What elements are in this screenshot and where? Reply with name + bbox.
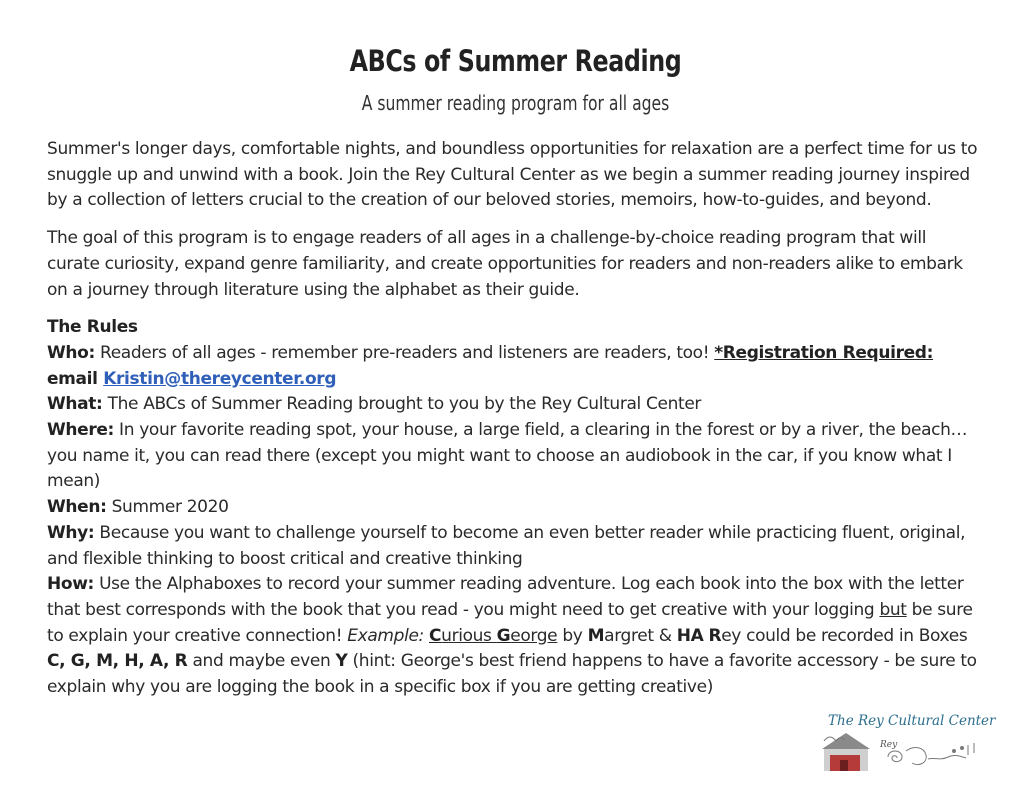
- how-by: by: [557, 625, 588, 646]
- rule-what: [47, 392, 982, 418]
- rules-heading: The Rules: [47, 317, 138, 338]
- how-label: How:: [47, 574, 95, 595]
- title-eorge: eorge: [510, 625, 558, 646]
- how-text-2: be sure to explain your creative connection!: [47, 599, 973, 646]
- logo-illustration: [818, 713, 986, 779]
- how-text-5: (hint: George's best friend happens to have a favorite accessory - be sure to explain why you are logging the book in a specific box if you are getting creative): [47, 651, 977, 698]
- author-argret: argret &: [604, 625, 677, 646]
- when-label: When:: [47, 497, 107, 518]
- rules-section: [47, 315, 982, 701]
- letter-m: M: [587, 625, 605, 646]
- why-text: Because you want to challenge yourself to become an even better reader while practicing fluent, original, and flexible thinking to boost critical and creative thinking: [47, 522, 966, 569]
- logo-sub: Rey: [880, 740, 898, 750]
- title-urious: urious: [441, 625, 497, 646]
- logo-text: The Rey Cultural Center: [828, 713, 996, 729]
- how-example-label: Example:: [347, 625, 424, 646]
- logo-swirl-icon: [888, 743, 974, 765]
- page-title: ABCs of Summer Reading: [349, 44, 682, 78]
- letter-r: R: [708, 625, 722, 646]
- how-but: but: [879, 599, 907, 620]
- letter-y: Y: [335, 651, 348, 672]
- rule-why: [47, 521, 982, 572]
- logo-barn-icon: [822, 733, 870, 771]
- who-label: Who:: [47, 342, 95, 363]
- how-text-3: could be recorded in Boxes: [741, 625, 968, 646]
- letter-g: G: [496, 625, 511, 646]
- how-boxes: C, G, M, H, A, R: [47, 651, 188, 672]
- why-label: Why:: [47, 522, 95, 543]
- intro-paragraph-2: The goal of this program is to engage readers of all ages in a challenge-by-choice reading program that will curate curiosity, expand genre familiarity, and create opportunities for readers and non-readers alike to embark on a journey through literature using the alphabet as their guide.: [47, 228, 963, 300]
- letters-ha: HA: [676, 625, 704, 646]
- where-text: In your favorite reading spot, your house, a large field, a clearing in the forest or by a river, the beach… you name it, you can read there (except you might want to choose an audiobook in the car, if you know what I mean): [47, 420, 968, 492]
- how-text-1: Use the Alphaboxes to record your summer reading adventure. Log each book into the box with the letter that best corresponds with the book that you read - you might need to get creative with your logging: [47, 574, 964, 620]
- intro-paragraph-1: Summer's longer days, comfortable nights, and boundless opportunities for relaxation are a perfect time for us to snuggle up and unwind with a book. Join the Rey Cultural Center as we begin a summer reading journey inspired by a collection of letters crucial to the creation of our beloved stories, memoirs, how-to-guides, and beyond.: [47, 139, 978, 211]
- rey-center-logo: [818, 713, 996, 779]
- email-prefix: email: [47, 368, 104, 389]
- who-text: Readers of all ages - remember pre-readers and listeners are readers, too!: [94, 342, 715, 363]
- where-label: Where:: [47, 420, 114, 441]
- rule-how: [47, 572, 982, 701]
- rule-when: [47, 495, 982, 521]
- what-label: What:: [47, 394, 103, 415]
- what-text: The ABCs of Summer Reading brought to you by the Rey Cultural Center: [102, 394, 702, 415]
- when-text: Summer 2020: [106, 497, 229, 518]
- letter-c: C: [429, 625, 442, 646]
- rule-where: [47, 418, 982, 495]
- how-text-4: and maybe even: [187, 651, 336, 672]
- page-subtitle: A summer reading program for all ages: [361, 91, 670, 115]
- author-ey: ey: [721, 625, 742, 646]
- main-content: [47, 137, 982, 701]
- registration-required: *Registration Required:: [714, 342, 934, 363]
- rule-who: [47, 341, 982, 392]
- email-link[interactable]: Kristin@thereycenter.org: [103, 368, 337, 389]
